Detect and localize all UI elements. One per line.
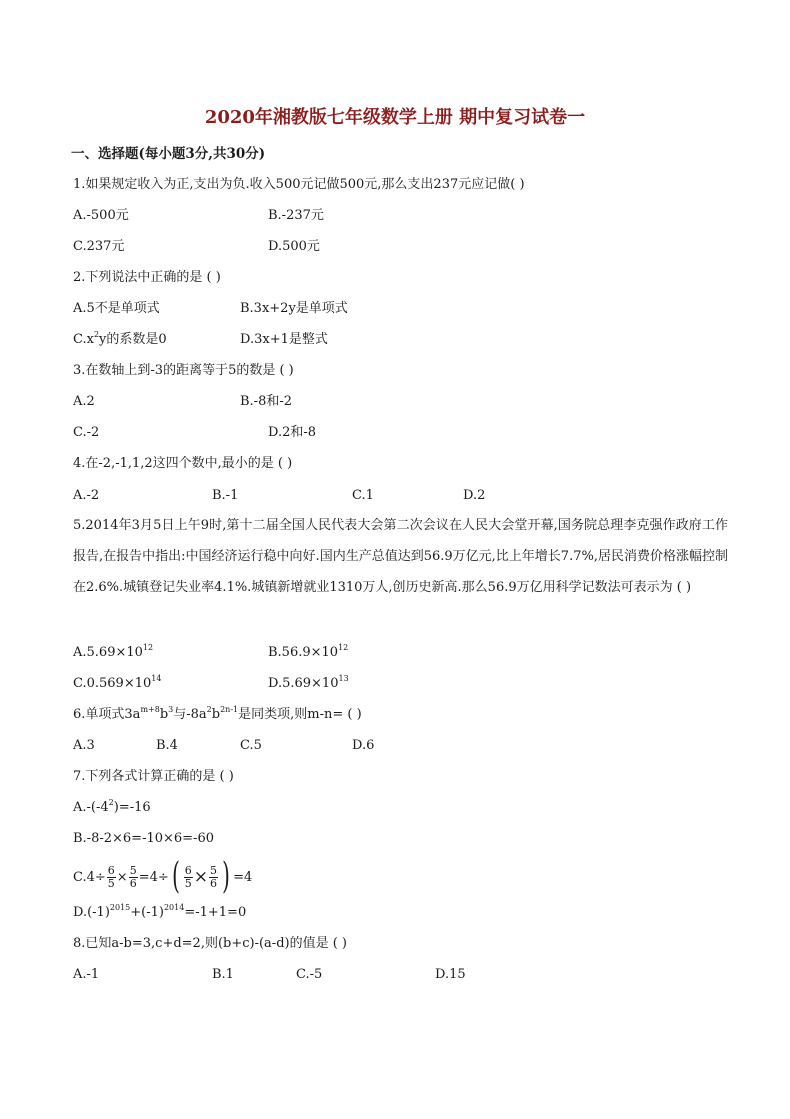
denominator: 6 bbox=[129, 876, 137, 890]
fraction bbox=[129, 865, 138, 890]
numerator: 5 bbox=[129, 863, 137, 877]
fraction bbox=[209, 865, 218, 890]
q5-d-sup: 13 bbox=[338, 674, 349, 683]
q3-option-a: A.2 bbox=[73, 394, 95, 409]
q8-option-b: B.1 bbox=[212, 967, 234, 982]
denominator: 6 bbox=[210, 876, 218, 890]
q6-sup3: 2 bbox=[206, 705, 212, 714]
q5-a-sup: 12 bbox=[142, 643, 154, 652]
section-heading: 一、选择题(每小题3分,共30分) bbox=[71, 146, 266, 162]
q6-sup4: 2n-1 bbox=[220, 705, 239, 714]
q7-d-sup1: 2015 bbox=[109, 903, 131, 912]
times-sign: × bbox=[116, 869, 128, 885]
q7-d-pre: D.(-1) bbox=[73, 905, 110, 920]
right-paren: ) bbox=[222, 856, 230, 897]
q5-option-d bbox=[268, 675, 349, 693]
denominator: 5 bbox=[107, 876, 115, 890]
q7-option-c bbox=[73, 857, 252, 897]
times-sign: × bbox=[193, 867, 209, 887]
question-7-stem: 7.下列各式计算正确的是 ( ) bbox=[73, 769, 234, 784]
q7-d-post: =-1+1=0 bbox=[184, 905, 247, 920]
q7-a-pre: A.-(-4 bbox=[73, 800, 109, 815]
q1-option-d: D.500元 bbox=[268, 239, 320, 254]
question-4-stem: 4.在-2,-1,1,2这四个数中,最小的是 ( ) bbox=[73, 456, 293, 471]
q7-option-b: B.-8-2×6=-10×6=-60 bbox=[73, 831, 214, 846]
left-paren: ( bbox=[171, 856, 180, 897]
q3-option-c: C.-2 bbox=[73, 425, 100, 440]
fraction bbox=[184, 865, 193, 890]
q2-option-c bbox=[73, 331, 167, 349]
q2-c-post: y的系数是0 bbox=[99, 332, 167, 347]
q2-c-sup: 2 bbox=[93, 330, 100, 339]
q7-c-mid: =4÷ bbox=[138, 869, 169, 885]
q5-c-sup: 14 bbox=[151, 674, 162, 683]
q5-option-a bbox=[73, 644, 153, 662]
q5-b-sup: 12 bbox=[338, 643, 349, 652]
q5-option-b bbox=[268, 644, 348, 662]
q3-option-b: B.-8和-2 bbox=[240, 394, 293, 409]
q2-option-b: B.3x+2y是单项式 bbox=[240, 301, 348, 316]
numerator: 5 bbox=[210, 863, 218, 877]
q5-d-pre: D.5.69×10 bbox=[268, 676, 339, 691]
q8-option-d: D.15 bbox=[435, 967, 466, 982]
q6-option-c: C.5 bbox=[240, 738, 262, 753]
q6-mid1: b bbox=[159, 707, 169, 722]
question-5-stem: 5.2014年3月5日上午9时,第十二届全国人民代表大会第二次会议在人民大会堂开幕,国务院总理李克强作政府工作报告,在报告中指出:中国经济运行稳中向好.国内生产总值达到56.9万亿元,比上年增长7.7%,居民消费价格涨幅控制在2.6%.城镇登记失业率4.1%.城镇新增就业1310万人,创历史新高.那么56.9万亿用科学记数法可表示为 ( ) bbox=[73, 518, 728, 595]
q7-d-mid: +(-1) bbox=[130, 905, 164, 920]
question-2-stem: 2.下列说法中正确的是 ( ) bbox=[73, 270, 221, 285]
q6-sup1: m+8 bbox=[140, 705, 160, 714]
q6-mid2: 与-8a bbox=[173, 707, 207, 722]
q3-option-d: D.2和-8 bbox=[268, 425, 317, 440]
q1-option-b: B.-237元 bbox=[268, 208, 324, 223]
q2-option-d: D.3x+1是整式 bbox=[240, 332, 328, 347]
q2-option-a: A.5不是单项式 bbox=[73, 301, 160, 316]
q7-c-end: =4 bbox=[233, 869, 253, 885]
q4-option-c: C.1 bbox=[352, 488, 374, 503]
q7-option-a bbox=[73, 799, 151, 817]
q1-option-a: A.-500元 bbox=[73, 208, 129, 223]
q5-c-pre: C.0.569×10 bbox=[73, 676, 152, 691]
q1-option-c: C.237元 bbox=[73, 239, 125, 254]
q7-d-sup2: 2014 bbox=[163, 903, 185, 912]
q4-option-a: A.-2 bbox=[73, 488, 100, 503]
q6-pre: 6.单项式3a bbox=[73, 707, 141, 722]
q7-a-post: )=-16 bbox=[113, 800, 151, 815]
numerator: 6 bbox=[184, 863, 192, 877]
q5-b-pre: B.56.9×10 bbox=[268, 645, 339, 660]
q4-option-b: B.-1 bbox=[212, 488, 239, 503]
q6-sup2: 3 bbox=[168, 705, 174, 714]
fraction bbox=[107, 865, 116, 890]
q7-c-label: C.4÷ bbox=[73, 869, 106, 885]
question-1-stem: 1.如果规定收入为正,支出为负.收入500元记做500元,那么支出237元应记做( ) bbox=[73, 177, 525, 192]
q6-option-a: A.3 bbox=[73, 738, 95, 753]
q5-a-pre: A.5.69×10 bbox=[73, 645, 143, 660]
q8-option-c: C.-5 bbox=[296, 967, 323, 982]
numerator: 6 bbox=[107, 863, 115, 877]
q5-option-c bbox=[73, 675, 161, 693]
q7-option-d bbox=[73, 904, 246, 922]
q6-option-d: D.6 bbox=[352, 738, 375, 753]
page-title: 2020年湘教版七年级数学上册 期中复习试卷一 bbox=[204, 107, 586, 128]
q2-c-pre: C.x bbox=[73, 332, 94, 347]
question-3-stem: 3.在数轴上到-3的距离等于5的数是 ( ) bbox=[73, 363, 294, 378]
question-8-stem: 8.已知a-b=3,c+d=2,则(b+c)-(a-d)的值是 ( ) bbox=[73, 936, 348, 951]
q7-a-sup: 2 bbox=[108, 798, 114, 807]
q4-option-d: D.2 bbox=[463, 488, 486, 503]
q6-option-b: B.4 bbox=[156, 738, 178, 753]
q6-mid3: b bbox=[211, 707, 221, 722]
denominator: 5 bbox=[184, 876, 192, 890]
q8-option-a: A.-1 bbox=[73, 967, 100, 982]
q6-post: 是同类项,则m-n= ( ) bbox=[238, 707, 362, 722]
question-6-stem bbox=[73, 706, 362, 724]
